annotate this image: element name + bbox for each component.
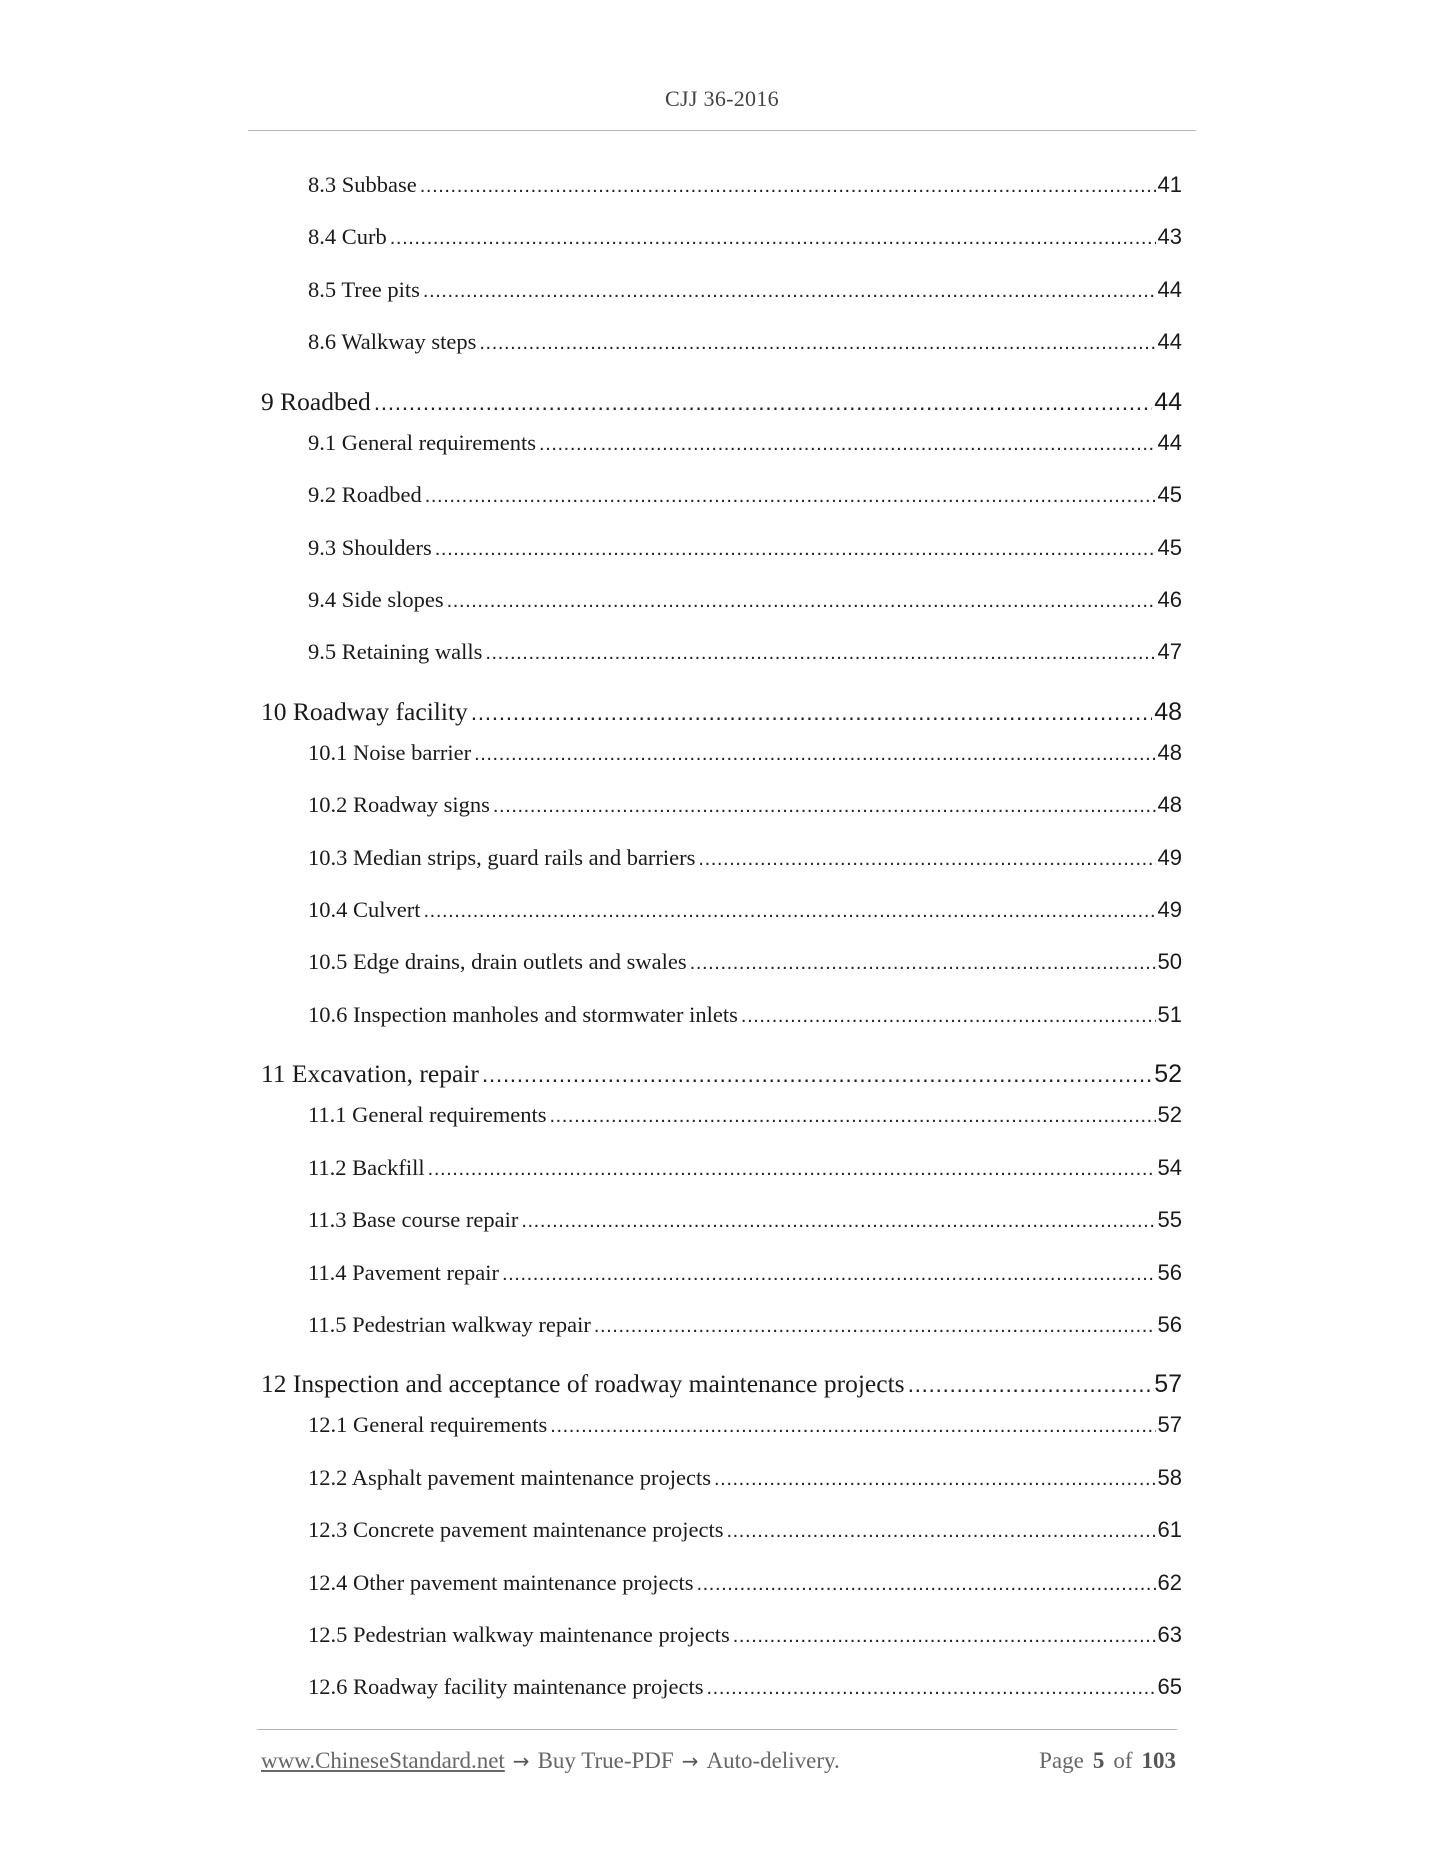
toc-chapter-entry[interactable] bbox=[261, 697, 1182, 727]
toc-entry-title: 11.5 Pedestrian walkway repair bbox=[308, 1312, 591, 1337]
toc-dot-leader bbox=[471, 699, 1152, 726]
toc-entry-title: 10.5 Edge drains, drain outlets and swales bbox=[308, 949, 687, 974]
toc-entry-title: 11.4 Pavement repair bbox=[308, 1260, 499, 1285]
toc-page-number: 52 bbox=[1157, 1102, 1182, 1127]
toc-section-entry[interactable] bbox=[308, 1155, 1182, 1181]
toc-entry-title: 8.4 Curb bbox=[308, 224, 387, 249]
toc-dot-leader bbox=[549, 1105, 1155, 1128]
toc-entry-title: 10.4 Culvert bbox=[308, 897, 421, 922]
toc-page-number: 48 bbox=[1157, 740, 1182, 765]
toc-dot-leader bbox=[733, 1625, 1156, 1648]
toc-dot-leader bbox=[690, 952, 1156, 975]
toc-section-entry[interactable] bbox=[308, 1260, 1182, 1286]
toc-section-entry[interactable] bbox=[308, 535, 1182, 561]
toc-page-number: 48 bbox=[1157, 792, 1182, 817]
toc-chapter-entry[interactable] bbox=[261, 1369, 1182, 1399]
toc-dot-leader bbox=[698, 848, 1155, 871]
toc-dot-leader bbox=[374, 389, 1152, 416]
toc-dot-leader bbox=[502, 1263, 1156, 1286]
toc-section-entry[interactable] bbox=[308, 1102, 1182, 1128]
toc-dot-leader bbox=[447, 590, 1156, 613]
toc-section-entry[interactable] bbox=[308, 1465, 1182, 1491]
footer-promo bbox=[261, 1748, 840, 1774]
toc-section-entry[interactable] bbox=[308, 1312, 1182, 1338]
toc-entry-title: 9.1 General requirements bbox=[308, 430, 537, 455]
toc-dot-leader bbox=[493, 795, 1156, 818]
toc-dot-leader bbox=[390, 227, 1156, 250]
right-arrow-icon: → bbox=[681, 1749, 699, 1773]
toc-chapter-entry[interactable] bbox=[261, 1059, 1182, 1089]
of-label: of bbox=[1113, 1748, 1133, 1773]
toc-section-entry[interactable] bbox=[308, 277, 1182, 303]
toc-entry-title: 11.3 Base course repair bbox=[308, 1207, 519, 1232]
toc-page-number: 49 bbox=[1157, 845, 1182, 870]
right-arrow-icon: → bbox=[512, 1749, 530, 1773]
page-label: Page bbox=[1039, 1748, 1084, 1773]
toc-dot-leader bbox=[482, 1061, 1152, 1088]
toc-dot-leader bbox=[521, 1210, 1155, 1233]
toc-entry-title: 12.3 Concrete pavement maintenance projects bbox=[308, 1517, 724, 1542]
toc-entry-title: 9 Roadbed bbox=[261, 387, 371, 416]
toc-page-number: 50 bbox=[1157, 949, 1182, 974]
toc-page-number: 49 bbox=[1157, 897, 1182, 922]
toc-entry-title: 11.1 General requirements bbox=[308, 1102, 547, 1127]
toc-chapter-entry[interactable] bbox=[261, 387, 1182, 417]
toc-page-number: 46 bbox=[1157, 587, 1182, 612]
toc-page-number: 65 bbox=[1157, 1674, 1182, 1699]
toc-entry-title: 8.5 Tree pits bbox=[308, 277, 420, 302]
toc-dot-leader bbox=[550, 1415, 1155, 1438]
toc-entry-title: 8.6 Walkway steps bbox=[308, 329, 477, 354]
toc-page-number: 44 bbox=[1154, 388, 1182, 416]
toc-section-entry[interactable] bbox=[308, 482, 1182, 508]
toc-dot-leader bbox=[726, 1520, 1155, 1543]
toc-entry-title: 9.5 Retaining walls bbox=[308, 639, 483, 664]
toc-section-entry[interactable] bbox=[308, 897, 1182, 923]
toc-dot-leader bbox=[707, 1677, 1156, 1700]
toc-page-number: 44 bbox=[1157, 277, 1182, 302]
toc-dot-leader bbox=[741, 1005, 1156, 1028]
toc-section-entry[interactable] bbox=[308, 740, 1182, 766]
website-link[interactable]: www.ChineseStandard.net bbox=[261, 1748, 505, 1773]
toc-dot-leader bbox=[696, 1573, 1155, 1596]
toc-dot-leader bbox=[435, 538, 1156, 561]
toc-section-entry[interactable] bbox=[308, 172, 1182, 198]
page-total: 103 bbox=[1141, 1748, 1176, 1773]
toc-entry-title: 12.2 Asphalt pavement maintenance projects bbox=[308, 1465, 712, 1490]
toc-page-number: 57 bbox=[1154, 1370, 1182, 1398]
toc-dot-leader bbox=[428, 1158, 1156, 1181]
toc-section-entry[interactable] bbox=[308, 224, 1182, 250]
toc-entry-title: 12.6 Roadway facility maintenance projects bbox=[308, 1674, 704, 1699]
toc-entry-title: 12.4 Other pavement maintenance projects bbox=[308, 1570, 694, 1595]
toc-section-entry[interactable] bbox=[308, 845, 1182, 871]
toc-entry-title: 10.6 Inspection manholes and stormwater inlets bbox=[308, 1002, 738, 1027]
document-code: CJJ 36-2016 bbox=[665, 86, 779, 111]
toc-section-entry[interactable] bbox=[308, 1517, 1182, 1543]
toc-dot-leader bbox=[485, 642, 1155, 665]
toc-page-number: 58 bbox=[1157, 1465, 1182, 1490]
toc-page-number: 45 bbox=[1157, 482, 1182, 507]
toc-page-number: 63 bbox=[1157, 1622, 1182, 1647]
toc-dot-leader bbox=[425, 485, 1156, 508]
toc-page-number: 43 bbox=[1157, 224, 1182, 249]
toc-page-number: 45 bbox=[1157, 535, 1182, 560]
toc-page-number: 54 bbox=[1157, 1155, 1182, 1180]
toc-entry-title: 10.2 Roadway signs bbox=[308, 792, 490, 817]
toc-dot-leader bbox=[474, 743, 1155, 766]
toc-page-number: 56 bbox=[1157, 1312, 1182, 1337]
toc-entry-title: 9.2 Roadbed bbox=[308, 482, 422, 507]
toc-dot-leader bbox=[423, 280, 1156, 303]
toc-dot-leader bbox=[594, 1315, 1156, 1338]
toc-entry-title: 8.3 Subbase bbox=[308, 172, 417, 197]
toc-entry-title: 10.3 Median strips, guard rails and barriers bbox=[308, 845, 696, 870]
toc-section-entry[interactable] bbox=[308, 639, 1182, 665]
footer-divider bbox=[257, 1729, 1177, 1730]
toc-entry-title: 12.1 General requirements bbox=[308, 1412, 548, 1437]
toc-section-entry[interactable] bbox=[308, 1207, 1182, 1233]
toc-entry-title: 9.3 Shoulders bbox=[308, 535, 432, 560]
toc-section-entry[interactable] bbox=[308, 1002, 1182, 1028]
toc-page-number: 62 bbox=[1157, 1570, 1182, 1595]
toc-page-number: 41 bbox=[1157, 172, 1182, 197]
toc-entry-title: 9.4 Side slopes bbox=[308, 587, 444, 612]
toc-entry-title: 11 Excavation, repair bbox=[261, 1059, 479, 1088]
toc-section-entry[interactable] bbox=[308, 329, 1182, 355]
toc-page-number: 55 bbox=[1157, 1207, 1182, 1232]
toc-section-entry[interactable] bbox=[308, 1570, 1182, 1596]
toc-page-number: 48 bbox=[1154, 698, 1182, 726]
page-number: 5 bbox=[1092, 1748, 1105, 1773]
toc-section-entry[interactable] bbox=[308, 430, 1182, 456]
page-indicator bbox=[1039, 1748, 1176, 1774]
toc-section-entry[interactable] bbox=[308, 949, 1182, 975]
toc-page-number: 47 bbox=[1157, 639, 1182, 664]
auto-delivery-text: Auto-delivery. bbox=[706, 1748, 840, 1773]
toc-entry-title: 12.5 Pedestrian walkway maintenance projects bbox=[308, 1622, 730, 1647]
toc-page-number: 61 bbox=[1157, 1517, 1182, 1542]
toc-page-number: 44 bbox=[1157, 329, 1182, 354]
toc-page-number: 51 bbox=[1157, 1002, 1182, 1027]
toc-dot-leader bbox=[420, 175, 1156, 198]
toc-section-entry[interactable] bbox=[308, 1674, 1182, 1700]
toc-page-number: 52 bbox=[1154, 1060, 1182, 1088]
toc-dot-leader bbox=[714, 1468, 1156, 1491]
page-footer bbox=[261, 1748, 1176, 1774]
toc-page-number: 56 bbox=[1157, 1260, 1182, 1285]
toc-section-entry[interactable] bbox=[308, 792, 1182, 818]
buy-pdf-text: Buy True-PDF bbox=[537, 1748, 674, 1773]
toc-entry-title: 12 Inspection and acceptance of roadway maintenance projects bbox=[261, 1369, 905, 1398]
toc-section-entry[interactable] bbox=[308, 1622, 1182, 1648]
toc-page-number: 44 bbox=[1157, 430, 1182, 455]
toc-page-number: 57 bbox=[1157, 1412, 1182, 1437]
toc-section-entry[interactable] bbox=[308, 1412, 1182, 1438]
toc-dot-leader bbox=[479, 332, 1155, 355]
toc-entry-title: 10.1 Noise barrier bbox=[308, 740, 472, 765]
toc-entry-title: 10 Roadway facility bbox=[261, 697, 468, 726]
toc-dot-leader bbox=[908, 1371, 1153, 1398]
toc-entry-title: 11.2 Backfill bbox=[308, 1155, 425, 1180]
toc-section-entry[interactable] bbox=[308, 587, 1182, 613]
toc-dot-leader bbox=[539, 433, 1155, 456]
toc-dot-leader bbox=[424, 900, 1156, 923]
